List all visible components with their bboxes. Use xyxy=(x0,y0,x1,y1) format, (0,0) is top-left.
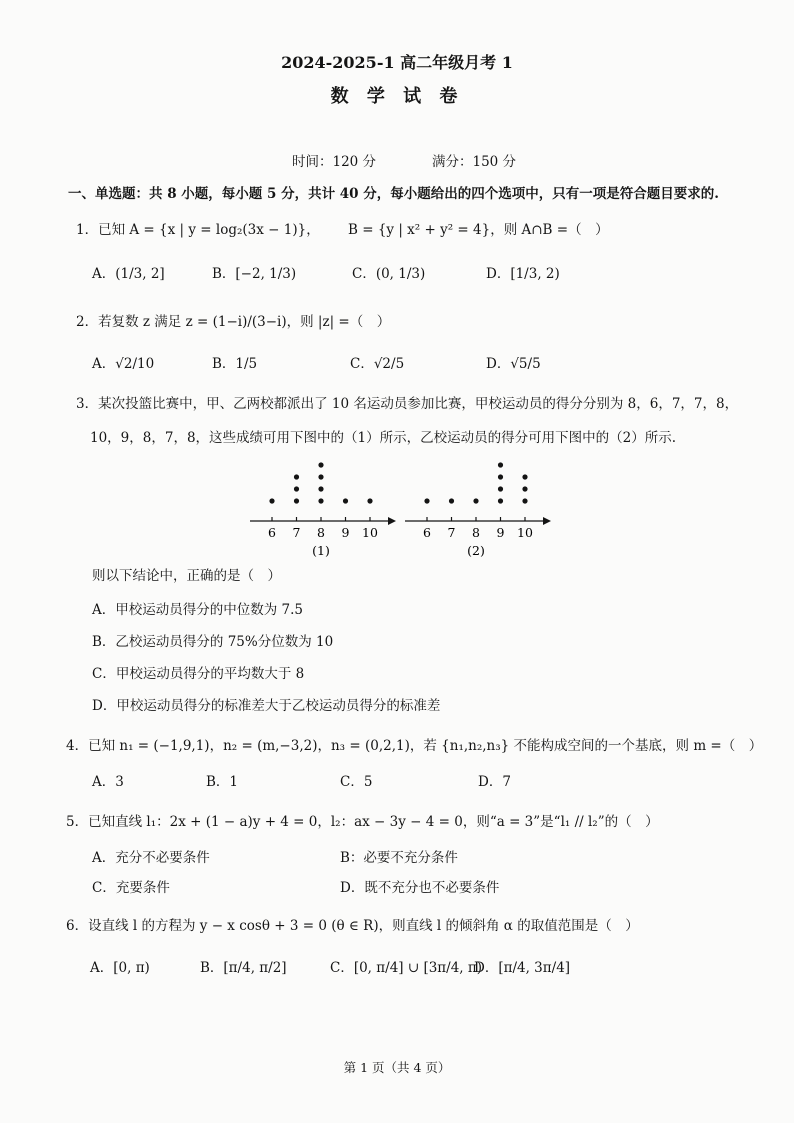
data-dot xyxy=(522,498,527,503)
data-dot xyxy=(498,486,503,491)
question-3-line-2: 10，9，8，7，8，这些成绩可用下图中的（1）所示，乙校运动员的得分可用下图中的（2）所示. xyxy=(90,430,677,446)
data-dot xyxy=(424,498,429,503)
q5-option-c[interactable]: C．充要条件 xyxy=(92,880,170,896)
question-2: 2．若复数 z 满足 z = (1−i)/(3−i)，则 |z| =（ ） xyxy=(76,314,391,330)
dot-plot-2 xyxy=(405,462,551,558)
q5-option-b[interactable]: B：必要不充分条件 xyxy=(340,850,458,866)
q2-option-b[interactable]: B．1/5 xyxy=(212,356,258,372)
tick-label: 7 xyxy=(447,525,456,540)
data-dot xyxy=(269,498,274,503)
question-5: 5．已知直线 l₁：2x + (1 − a)y + 4 = 0，l₂：ax − 3y − 4 = 0，则“a = 3”是“l₁ // l₂”的（ ） xyxy=(66,814,659,830)
axis-arrow xyxy=(543,517,551,525)
q1-set-b: B = {y | x² + y² = 4} xyxy=(348,222,491,238)
question-4: 4．已知 n₁ = (−1,9,1)，n₂ = (m,−3,2)，n₃ = (0,2,1)，若 {n₁,n₂,n₃} 不能构成空间的一个基底，则 m =（ ） xyxy=(66,738,763,754)
tick-label: 9 xyxy=(496,525,505,540)
q1-option-c[interactable]: C．(0, 1/3) xyxy=(352,266,426,282)
dot-plot-1 xyxy=(250,462,396,558)
question-1: 1．已知 A = {x | y = log₂(3x − 1)}， B = {y | x² + y² = 4}，则 A∩B =（ ） xyxy=(76,222,609,238)
plot-caption: (1) xyxy=(312,543,330,558)
tick-label: 8 xyxy=(317,525,325,540)
exam-title: 2024-2025-1 高二年级月考 1 xyxy=(281,53,513,72)
data-dot xyxy=(294,486,299,491)
question-6: 6．设直线 l 的方程为 y − x cosθ + 3 = 0 (θ ∈ R)，则直线 l 的倾斜角 α 的取值范围是（ ） xyxy=(66,918,639,934)
data-dot xyxy=(522,474,527,479)
data-dot xyxy=(294,474,299,479)
q3-option-a[interactable]: A．甲校运动员得分的中位数为 7.5 xyxy=(92,602,304,618)
tick-label: 10 xyxy=(362,525,378,540)
data-dot xyxy=(367,498,372,503)
q4-option-d[interactable]: D．7 xyxy=(478,774,511,790)
question-3-line-1: 3．某次投篮比赛中，甲、乙两校都派出了 10 名运动员参加比赛，甲校运动员的得分分别为 8，6，7，7，8， xyxy=(76,396,739,412)
tick-label: 6 xyxy=(423,525,431,540)
q5-option-a[interactable]: A．充分不必要条件 xyxy=(92,850,210,866)
plot-caption: (2) xyxy=(467,543,485,558)
q4-option-b[interactable]: B．1 xyxy=(206,774,239,790)
q3-ask: 则以下结论中，正确的是（ ） xyxy=(92,568,281,584)
time-label: 时间：120 分 xyxy=(292,154,377,170)
q3-option-b[interactable]: B．乙校运动员得分的 75%分位数为 10 xyxy=(92,634,334,650)
tick-label: 6 xyxy=(268,525,276,540)
axis-arrow xyxy=(388,517,396,525)
data-dot xyxy=(498,498,503,503)
data-dot xyxy=(498,462,503,467)
data-dot xyxy=(318,462,323,467)
tick-label: 9 xyxy=(341,525,350,540)
q4-option-a[interactable]: A．3 xyxy=(92,774,124,790)
tick-label: 10 xyxy=(517,525,533,540)
q6-option-c[interactable]: C．[0, π/4] ∪ [3π/4, π) xyxy=(330,960,483,976)
q2-option-d[interactable]: D．√5/5 xyxy=(486,356,541,372)
q2-option-c[interactable]: C．√2/5 xyxy=(350,356,405,372)
subject-title: 数 学 试 卷 xyxy=(330,86,464,107)
data-dot xyxy=(498,474,503,479)
data-dot xyxy=(318,486,323,491)
q4-option-c[interactable]: C．5 xyxy=(340,774,373,790)
section-heading: 一、单选题：共 8 小题，每小题 5 分，共计 40 分，每小题给出的四个选项中，只有一项是符合题目要求的. xyxy=(68,186,719,202)
q6-option-d[interactable]: D．[π/4, 3π/4] xyxy=(474,960,571,976)
q3-option-d[interactable]: D．甲校运动员得分的标准差大于乙校运动员得分的标准差 xyxy=(92,698,441,714)
data-dot xyxy=(522,486,527,491)
q5-option-d[interactable]: D．既不充分也不必要条件 xyxy=(340,880,500,896)
q6-option-b[interactable]: B．[π/4, π/2] xyxy=(200,960,287,976)
q1-suffix: ，则 A∩B =（ ） xyxy=(490,222,609,238)
tick-label: 8 xyxy=(472,525,480,540)
q1-set-a: A = {x | y = log₂(3x − 1)} xyxy=(129,222,307,238)
data-dot xyxy=(318,474,323,479)
q1-prefix: 1．已知 xyxy=(76,222,126,238)
page-footer: 第 1 页（共 4 页） xyxy=(343,1060,451,1075)
q6-option-a[interactable]: A．[0, π) xyxy=(90,960,150,976)
q1-option-a[interactable]: A．(1/3, 2] xyxy=(92,266,165,282)
score-label: 满分：150 分 xyxy=(432,154,517,170)
q1-option-b[interactable]: B．[−2, 1/3) xyxy=(212,266,297,282)
q3-option-c[interactable]: C．甲校运动员得分的平均数大于 8 xyxy=(92,666,305,682)
q1-option-d[interactable]: D．[1/3, 2) xyxy=(486,266,560,282)
data-dot xyxy=(318,498,323,503)
tick-label: 7 xyxy=(292,525,301,540)
data-dot xyxy=(343,498,348,503)
data-dot xyxy=(473,498,478,503)
data-dot xyxy=(294,498,299,503)
dot-plots xyxy=(250,445,560,560)
data-dot xyxy=(449,498,454,503)
q2-option-a[interactable]: A．√2/10 xyxy=(92,356,155,372)
